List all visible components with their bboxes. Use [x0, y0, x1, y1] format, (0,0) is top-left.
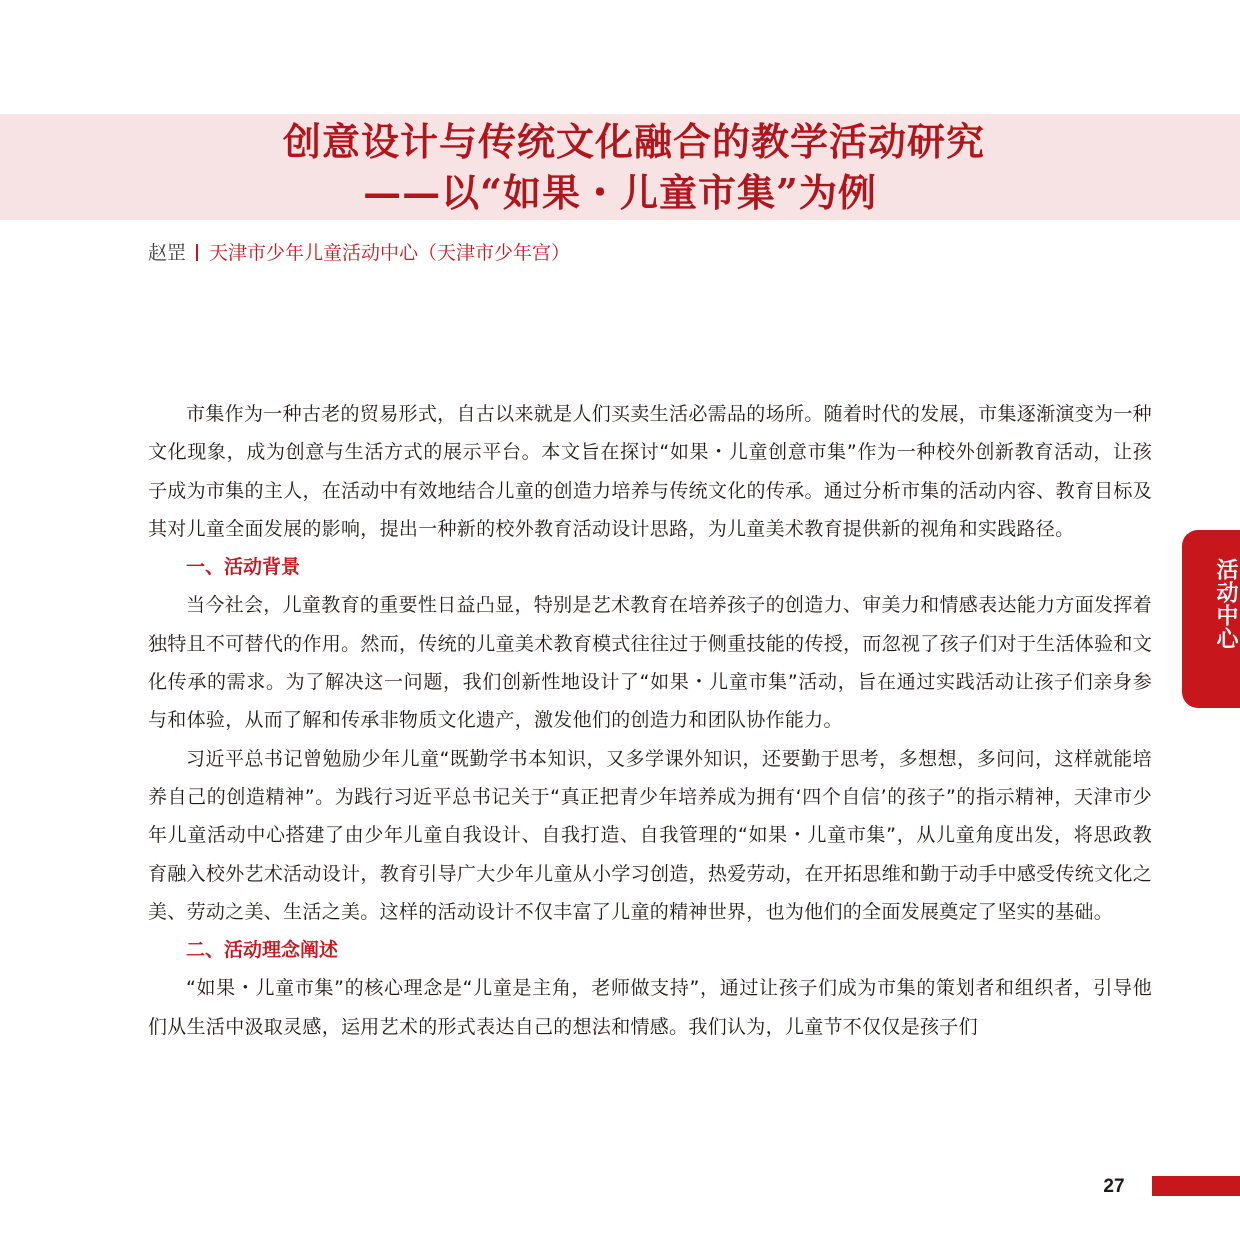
section-side-tab	[1182, 530, 1240, 708]
author-affiliation: 天津市少年儿童活动中心（天津市少年宫）	[209, 242, 571, 264]
author-name: 赵罡	[148, 242, 187, 264]
byline-separator	[196, 244, 198, 261]
page-number: 27	[1103, 1176, 1125, 1197]
paragraph-concept: “如果・儿童市集”的核心理念是“儿童是主角，老师做支持”，通过让孩子们成为市集的策划者和组织者，引导他们从生活中汲取灵感，运用艺术的形式表达自己的想法和情感。我们认为，儿童节不仅仅是孩子们	[148, 977, 1152, 1038]
section-heading-background: 一、活动背景	[186, 556, 301, 579]
section-heading-concept: 二、活动理念阐述	[186, 939, 339, 962]
side-tab-label: 活动中心	[1213, 558, 1238, 650]
article-subtitle: ——以“如果・儿童市集”为例	[363, 170, 877, 215]
paragraph-abstract: 市集作为一种古老的贸易形式，自古以来就是人们买卖生活必需品的场所。随着时代的发展，市集逐渐演变为一种文化现象，成为创意与生活方式的展示平台。本文旨在探讨“如果・儿童创意市集”作为一种校外创新教育活动，让孩子成为市集的主人，在活动中有效地结合儿童的创造力培养与传统文化的传承。通过分析市集的活动内容、教育目标及其对儿童全面发展的影响，提出一种新的校外教育活动设计思路，为儿童美术教育提供新的视角和实践路径。	[148, 403, 1152, 540]
article-body	[148, 395, 1152, 1046]
article-title: 创意设计与传统文化融合的教学活动研究	[282, 119, 985, 164]
page-number-bar	[1152, 1176, 1240, 1196]
byline	[148, 240, 570, 266]
paragraph-background: 当今社会，儿童教育的重要性日益凸显，特别是艺术教育在培养孩子的创造力、审美力和情感表达能力方面发挥着独特且不可替代的作用。然而，传统的儿童美术教育模式往往过于侧重技能的传授，而忽视了孩子们对于生活体验和文化传承的需求。为了解决这一问题，我们创新性地设计了“如果・儿童市集”活动，旨在通过实践活动让孩子们亲身参与和体验，从而了解和传承非物质文化遗产，激发他们的创造力和团队协作能力。	[148, 594, 1152, 732]
paragraph-spirit: 习近平总书记曾勉励少年儿童“既勤学书本知识，又多学课外知识，还要勤于思考，多想想，多问问，这样就能培养自己的创造精神”。为践行习近平总书记关于“真正把青少年培养成为拥有‘四个自信’的孩子”的指示精神，天津市少年儿童活动中心搭建了由少年儿童自我设计、自我打造、自我管理的“如果・儿童市集”，从儿童角度出发，将思政教育融入校外艺术活动设计，教育引导广大少年儿童从小学习创造，热爱劳动，在开拓思维和勤于动手中感受传统文化之美、劳动之美、生活之美。这样的活动设计不仅丰富了儿童的精神世界，也为他们的全面发展奠定了坚实的基础。	[148, 747, 1152, 923]
